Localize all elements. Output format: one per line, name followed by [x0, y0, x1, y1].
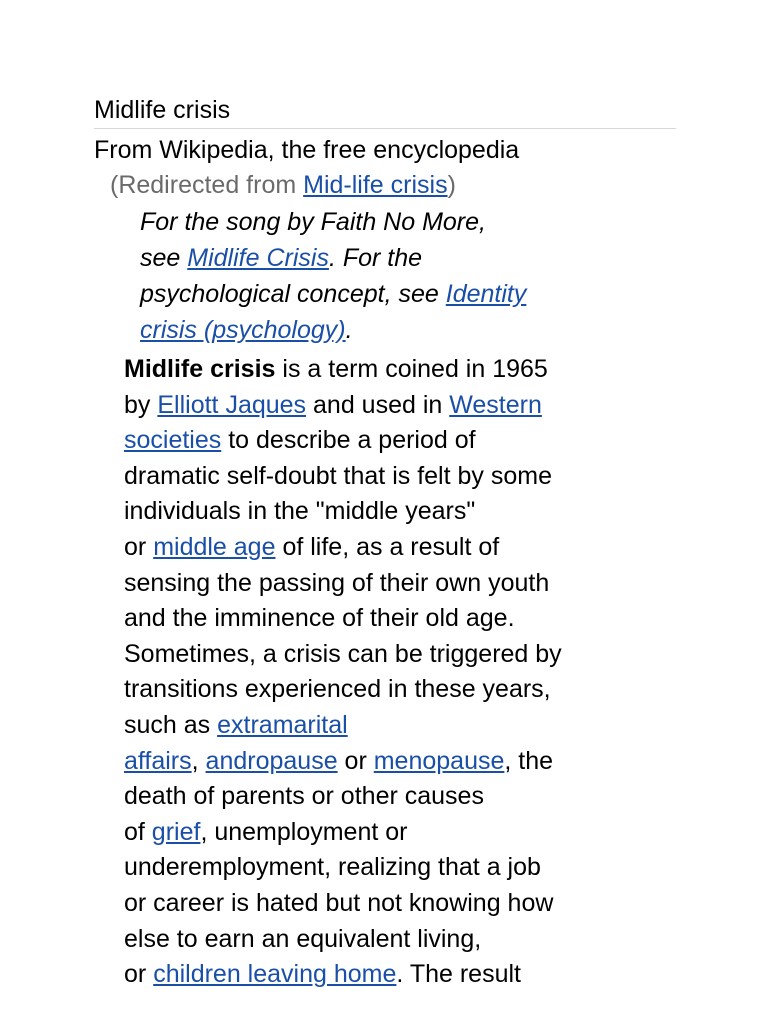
paragraph-line [124, 388, 684, 424]
redirect-suffix: ) [447, 171, 456, 199]
hatnote-text: . [345, 316, 353, 344]
identity-crisis-link-continued[interactable]: crisis (psychology) [140, 316, 346, 344]
hatnote-text: For the song by Faith No More, [140, 208, 486, 236]
western-societies-link[interactable]: Western [449, 390, 542, 419]
hatnote-text: see [140, 244, 188, 272]
paragraph-line [124, 530, 684, 566]
paragraph-text: and used in [306, 390, 450, 419]
hatnote-line [140, 276, 640, 312]
hatnote-text: . For the [328, 244, 423, 272]
site-tagline: From Wikipedia, the free encyclopedia [94, 136, 520, 164]
middle-age-link[interactable]: middle age [153, 532, 276, 561]
paragraph-text: by [124, 390, 158, 419]
hatnote-line [140, 204, 640, 240]
paragraph-line [124, 708, 684, 744]
paragraph-line: Sometimes, a crisis can be triggered by [124, 639, 562, 668]
paragraph-text: such as [124, 710, 218, 739]
menopause-link[interactable]: menopause [373, 746, 505, 775]
paragraph-text: of [124, 817, 152, 846]
grief-link[interactable]: grief [151, 817, 201, 846]
paragraph-text: of life, as a result of [275, 532, 500, 561]
paragraph-line: death of parents or other causes [124, 782, 484, 811]
paragraph-line: underemployment, realizing that a job [124, 853, 541, 882]
paragraph-line [124, 352, 684, 388]
paragraph-line: sensing the passing of their own youth [124, 568, 550, 597]
redirect-prefix: (Redirected from [110, 171, 304, 199]
hatnote-text: psychological concept, see [140, 280, 446, 308]
paragraph-text: , unemployment or [200, 817, 408, 846]
page-title: Midlife crisis [94, 96, 231, 124]
paragraph-line: else to earn an equivalent living, [124, 924, 482, 953]
paragraph-text: . The result [396, 960, 521, 989]
paragraph-line [124, 957, 684, 993]
hatnote [140, 204, 640, 348]
western-societies-link-continued[interactable]: societies [124, 426, 222, 455]
paragraph-text: , the [504, 746, 554, 775]
andropause-link[interactable]: andropause [205, 746, 338, 775]
paragraph-line: or career is hated but not knowing how [124, 888, 554, 917]
redirect-source-link[interactable]: Mid-life crisis [303, 171, 448, 199]
paragraph-text: or [124, 960, 154, 989]
children-leaving-home-link[interactable]: children leaving home [153, 960, 397, 989]
paragraph-line [124, 423, 684, 459]
paragraph-line: and the imminence of their old age. [124, 604, 515, 633]
lead-paragraph [124, 352, 684, 993]
extramarital-affairs-link[interactable]: extramarital [217, 710, 348, 739]
paragraph-text: to describe a period of [221, 426, 476, 455]
identity-crisis-link[interactable]: Identity [445, 280, 527, 308]
redirect-notice [110, 170, 456, 200]
bold-term: Midlife crisis [124, 355, 276, 383]
paragraph-line [124, 744, 684, 780]
title-divider [94, 128, 676, 129]
paragraph-text: is a term coined in 1965 [275, 355, 548, 383]
paragraph-text: , [191, 746, 206, 775]
hatnote-line [140, 312, 640, 348]
paragraph-line: dramatic self-doubt that is felt by some [124, 461, 552, 490]
midlife-crisis-song-link[interactable]: Midlife Crisis [187, 244, 329, 272]
extramarital-affairs-link-continued[interactable]: affairs [124, 746, 192, 775]
paragraph-line: individuals in the "middle years" [124, 497, 476, 526]
paragraph-text: or [337, 746, 374, 775]
hatnote-line [140, 240, 640, 276]
paragraph-line: transitions experienced in these years, [124, 675, 551, 704]
paragraph-text: or [124, 532, 154, 561]
paragraph-line [124, 815, 684, 851]
elliott-jaques-link[interactable]: Elliott Jaques [157, 390, 307, 419]
